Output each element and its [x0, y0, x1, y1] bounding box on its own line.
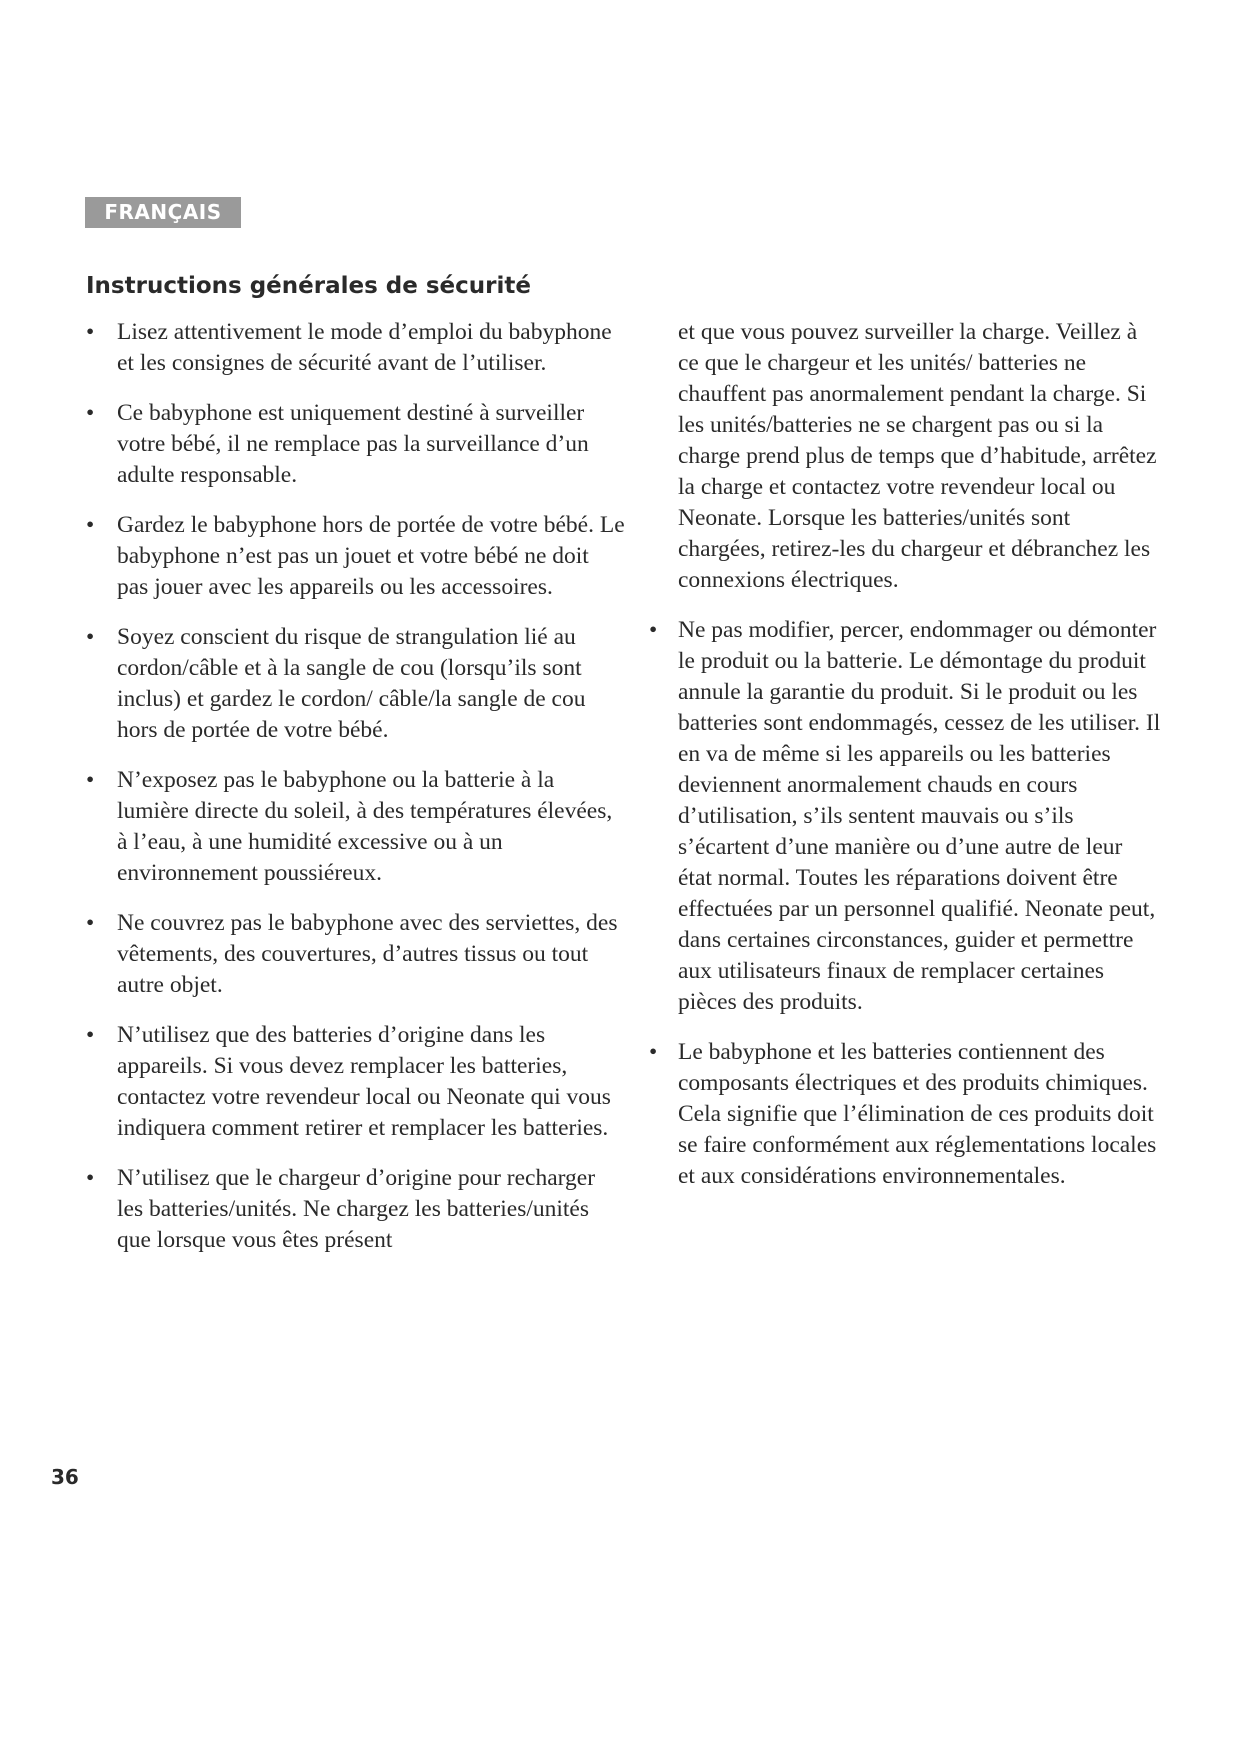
- list-item: [86, 908, 626, 1001]
- right-column: [651, 317, 1161, 1211]
- bullet-icon: •: [86, 624, 95, 650]
- list-item-text: Ne pas modifier, percer, endommager ou démonter le produit ou la batterie. Le démontage du produit annule la garantie du produit. Si le produit ou les batteries sont endommagés, cessez de les utiliser. Il en va de même si les appareils ou les batteries deviennent anormalement chauds en cours d’utilisation, s’ils sentent mauvais ou s’ils s’écartent d’une manière ou d’une autre de leur état normal. Toutes les réparations doivent être effectuées par un personnel qualifié. Neonate peut, dans certaines circonstances, guider et permettre aux utilisateurs finaux de remplacer certaines pièces des produits.: [678, 617, 1161, 1015]
- list-item: [86, 1163, 626, 1256]
- list-item: [86, 510, 626, 603]
- continued-paragraph: et que vous pouvez surveiller la charge. Veillez à ce que le chargeur et les unités/ batteries ne chauffent pas anormalement pendant la charge. Si les unités/batteries ne se chargent pas ou si la charge prend plus de temps que d’habitude, arrêtez la charge et contactez votre revendeur local ou Neonate. Lorsque les batteries/unités sont chargées, retirez-les du chargeur et débranchez les connexions électriques.: [678, 319, 1157, 593]
- bullet-icon: •: [86, 1022, 95, 1048]
- bullet-icon: •: [86, 319, 95, 345]
- list-item: [86, 398, 626, 491]
- bullet-icon: •: [86, 1165, 95, 1191]
- list-item-text: Ne couvrez pas le babyphone avec des serviettes, des vêtements, des couvertures, d’autres tissus ou tout autre objet.: [117, 910, 618, 998]
- list-item: [86, 622, 626, 746]
- bullet-icon: •: [86, 512, 95, 538]
- list-item: [86, 1020, 626, 1144]
- right-column-list: [651, 615, 1161, 1192]
- list-item-text: Gardez le babyphone hors de portée de votre bébé. Le babyphone n’est pas un jouet et votre bébé ne doit pas jouer avec les appareils ou les accessoires.: [117, 512, 625, 600]
- list-item: [651, 615, 1161, 1018]
- bullet-icon: •: [649, 617, 658, 643]
- list-item: [86, 317, 626, 379]
- section-title: Instructions générales de sécurité: [86, 273, 531, 299]
- list-item-text: Soyez conscient du risque de strangulation lié au cordon/câble et à la sangle de cou (lorsqu’ils sont inclus) et gardez le cordon/ câble/la sangle de cou hors de portée de votre bébé.: [117, 624, 586, 743]
- list-item-text: Le babyphone et les batteries contiennent des composants électriques et des produits chimiques. Cela signifie que l’élimination de ces produits doit se faire conformément aux réglementations locales et aux considérations environnementales.: [678, 1039, 1157, 1189]
- bullet-icon: •: [86, 767, 95, 793]
- page-number: 36: [51, 1465, 79, 1489]
- list-item-text: N’utilisez que des batteries d’origine dans les appareils. Si vous devez remplacer les batteries, contactez votre revendeur local ou Neonate qui vous indiquera comment retirer et remplacer les batteries.: [117, 1022, 611, 1141]
- list-item: [651, 1037, 1161, 1192]
- list-item-text: Lisez attentivement le mode d’emploi du babyphone et les consignes de sécurité avant de l’utiliser.: [117, 319, 612, 376]
- list-item: [86, 765, 626, 889]
- list-item-text: N’exposez pas le babyphone ou la batterie à la lumière directe du soleil, à des températures élevées, à l’eau, à une humidité excessive ou à un environnement poussiéreux.: [117, 767, 613, 886]
- list-item-text: Ce babyphone est uniquement destiné à surveiller votre bébé, il ne remplace pas la surveillance d’un adulte responsable.: [117, 400, 589, 488]
- left-column-list: [86, 317, 626, 1275]
- language-tab: FRANÇAIS: [85, 197, 241, 228]
- bullet-icon: •: [86, 910, 95, 936]
- bullet-icon: •: [649, 1039, 658, 1065]
- bullet-icon: •: [86, 400, 95, 426]
- list-item-text: N’utilisez que le chargeur d’origine pour recharger les batteries/unités. Ne chargez les batteries/unités que lorsque vous êtes présent: [117, 1165, 596, 1253]
